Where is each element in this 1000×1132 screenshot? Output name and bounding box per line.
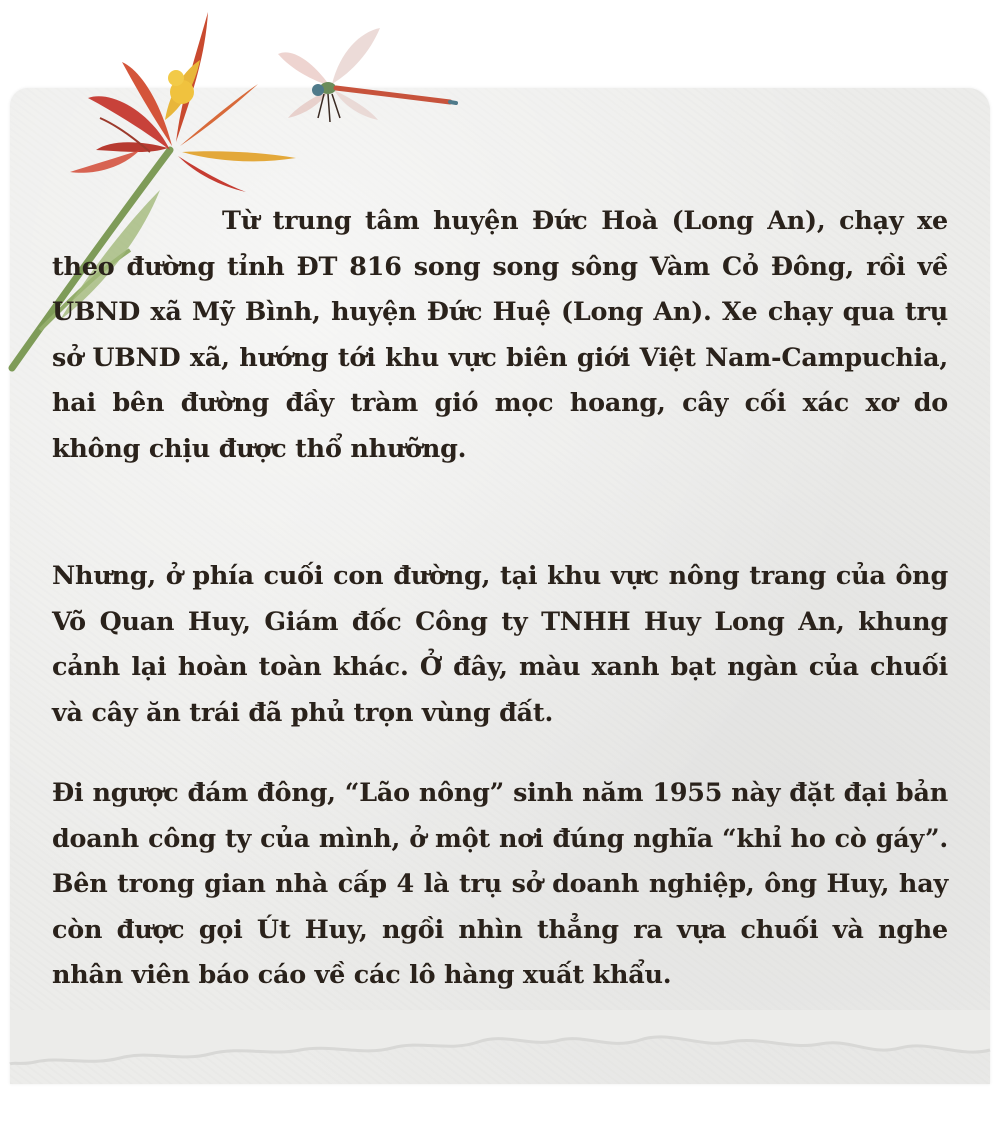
paragraph-3-text: Đi ngược đám đông, “Lão nông” sinh năm 1955 này đặt đại bản doanh công ty của mình, ở một nơi đúng nghĩa “khỉ ho cò gáy”. Bên trong gian nhà cấp 4 là trụ sở doanh nghiệp, ông Huy, hay còn được gọi Út Huy, ngồi nhìn thẳng ra vựa chuối và nghe nhân viên báo cáo về các lô hàng xuất khẩu.	[52, 777, 948, 990]
paragraph-1-text: Từ trung tâm huyện Đức Hoà (Long An), chạy xe theo đường tỉnh ĐT 816 song song sông Vàm Cỏ Đông, rồi về UBND xã Mỹ Bình, huyện Đức Huệ (Long An). Xe chạy qua trụ sở UBND xã, hướng tới khu vực biên giới Việt Nam-Campuchia, hai bên đường đầy tràm gió mọc hoang, cây cối xác xơ do không chịu được thổ nhưỡng.	[52, 205, 948, 463]
intro-paragraph	[52, 198, 948, 472]
torn-paper-edge	[0, 1010, 1000, 1132]
paragraph-headquarters	[52, 770, 948, 998]
paragraph-2-text: Nhưng, ở phía cuối con đường, tại khu vực nông trang của ông Võ Quan Huy, Giám đốc Công ty TNHH Huy Long An, khung cảnh lại hoàn toàn khác. Ở đây, màu xanh bạt ngàn của chuối và cây ăn trái đã phủ trọn vùng đất.	[52, 560, 948, 727]
paragraph-farm	[52, 553, 948, 735]
dragonfly-illustration	[270, 18, 460, 133]
